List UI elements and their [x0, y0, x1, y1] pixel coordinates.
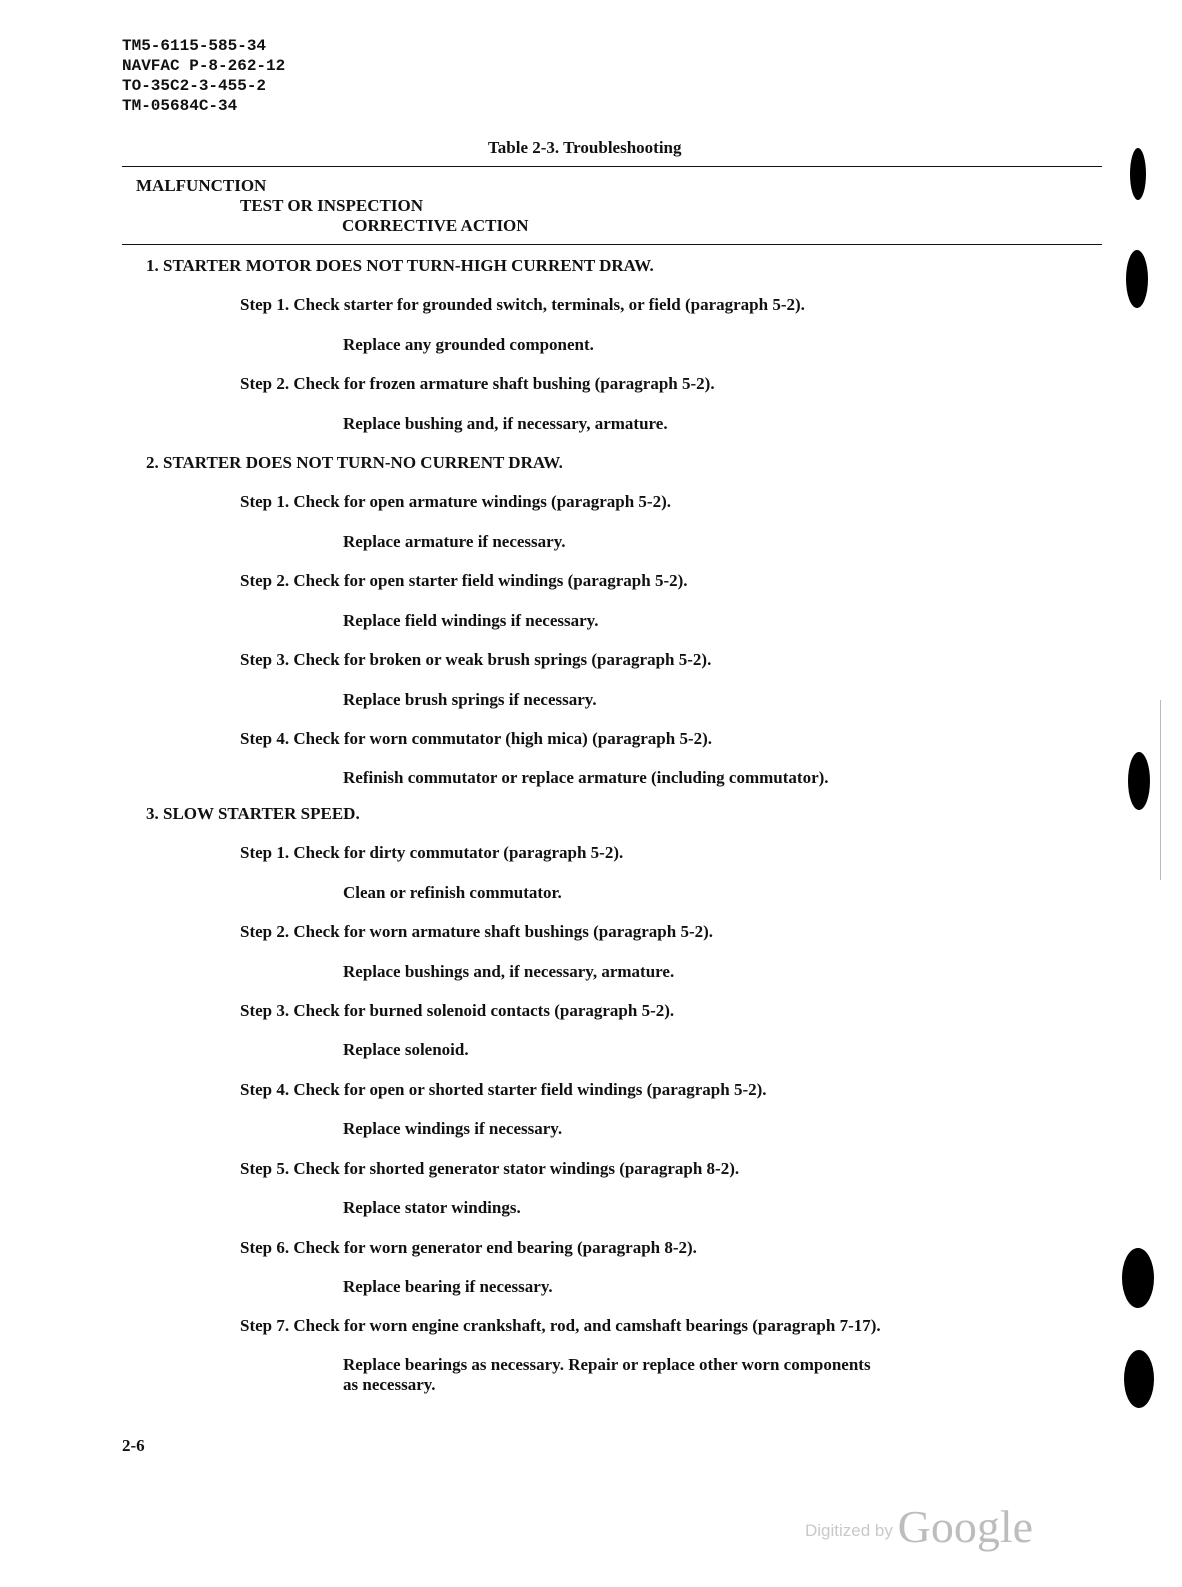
binding-hole-mark	[1122, 1248, 1154, 1308]
corrective-action: Refinish commutator or replace armature (including commutator).	[343, 768, 829, 787]
test-step: Step 7. Check for worn engine crankshaft, rod, and camshaft bearings (paragraph 7-17).	[240, 1316, 881, 1335]
corrective-action: Replace field windings if necessary.	[343, 611, 599, 630]
corrective-action: Replace brush springs if necessary.	[343, 690, 597, 709]
digitized-watermark	[805, 1500, 1033, 1553]
page-edge-line	[1160, 700, 1161, 880]
doc-id: TM-05684C-34	[122, 97, 238, 115]
table-top-rule	[122, 166, 1102, 167]
doc-id: TO-35C2-3-455-2	[122, 77, 267, 95]
test-step: Step 3. Check for broken or weak brush springs (paragraph 5-2).	[240, 650, 712, 669]
corrective-action: Clean or refinish commutator.	[343, 883, 562, 902]
table-title: Table 2-3. Troubleshooting	[488, 138, 682, 157]
test-step: Step 2. Check for worn armature shaft bushings (paragraph 5-2).	[240, 922, 714, 941]
test-step: Step 4. Check for open or shorted starter field windings (paragraph 5-2).	[240, 1080, 767, 1099]
binding-hole-mark	[1124, 1350, 1154, 1408]
binding-hole-mark	[1126, 250, 1148, 308]
corrective-action: Replace solenoid.	[343, 1040, 469, 1059]
column-header-malfunction: MALFUNCTION	[136, 176, 267, 195]
watermark-prefix: Digitized by	[805, 1521, 893, 1540]
binding-hole-mark	[1130, 148, 1146, 200]
column-header-action: CORRECTIVE ACTION	[342, 216, 529, 235]
malfunction-title: 2. STARTER DOES NOT TURN-NO CURRENT DRAW.	[146, 453, 563, 472]
test-step: Step 1. Check for open armature windings (paragraph 5-2).	[240, 492, 671, 511]
document-ids	[122, 36, 285, 116]
test-step: Step 5. Check for shorted generator stator windings (paragraph 8-2).	[240, 1159, 740, 1178]
page-number: 2-6	[122, 1436, 145, 1455]
doc-id: NAVFAC P-8-262-12	[122, 57, 286, 75]
column-header-test: TEST OR INSPECTION	[240, 196, 423, 215]
corrective-action-continued: as necessary.	[343, 1375, 436, 1394]
corrective-action: Replace armature if necessary.	[343, 532, 566, 551]
test-step: Step 6. Check for worn generator end bearing (paragraph 8-2).	[240, 1238, 697, 1257]
binding-hole-mark	[1128, 752, 1150, 810]
malfunction-title: 1. STARTER MOTOR DOES NOT TURN-HIGH CURRENT DRAW.	[146, 256, 654, 275]
test-step: Step 2. Check for frozen armature shaft bushing (paragraph 5-2).	[240, 374, 715, 393]
test-step: Step 1. Check starter for grounded switch, terminals, or field (paragraph 5-2).	[240, 295, 805, 314]
test-step: Step 1. Check for dirty commutator (paragraph 5-2).	[240, 843, 624, 862]
table-header-rule	[122, 244, 1102, 245]
doc-id: TM5-6115-585-34	[122, 37, 267, 55]
corrective-action: Replace any grounded component.	[343, 335, 594, 354]
corrective-action: Replace stator windings.	[343, 1198, 521, 1217]
corrective-action: Replace bushing and, if necessary, armature.	[343, 414, 668, 433]
watermark-brand: Google	[897, 1501, 1034, 1552]
malfunction-title: 3. SLOW STARTER SPEED.	[146, 804, 360, 823]
corrective-action: Replace bearings as necessary. Repair or replace other worn components	[343, 1355, 871, 1374]
test-step: Step 4. Check for worn commutator (high mica) (paragraph 5-2).	[240, 729, 713, 748]
corrective-action: Replace windings if necessary.	[343, 1119, 563, 1138]
corrective-action: Replace bearing if necessary.	[343, 1277, 553, 1296]
test-step: Step 3. Check for burned solenoid contacts (paragraph 5-2).	[240, 1001, 675, 1020]
corrective-action: Replace bushings and, if necessary, armature.	[343, 962, 675, 981]
test-step: Step 2. Check for open starter field windings (paragraph 5-2).	[240, 571, 688, 590]
